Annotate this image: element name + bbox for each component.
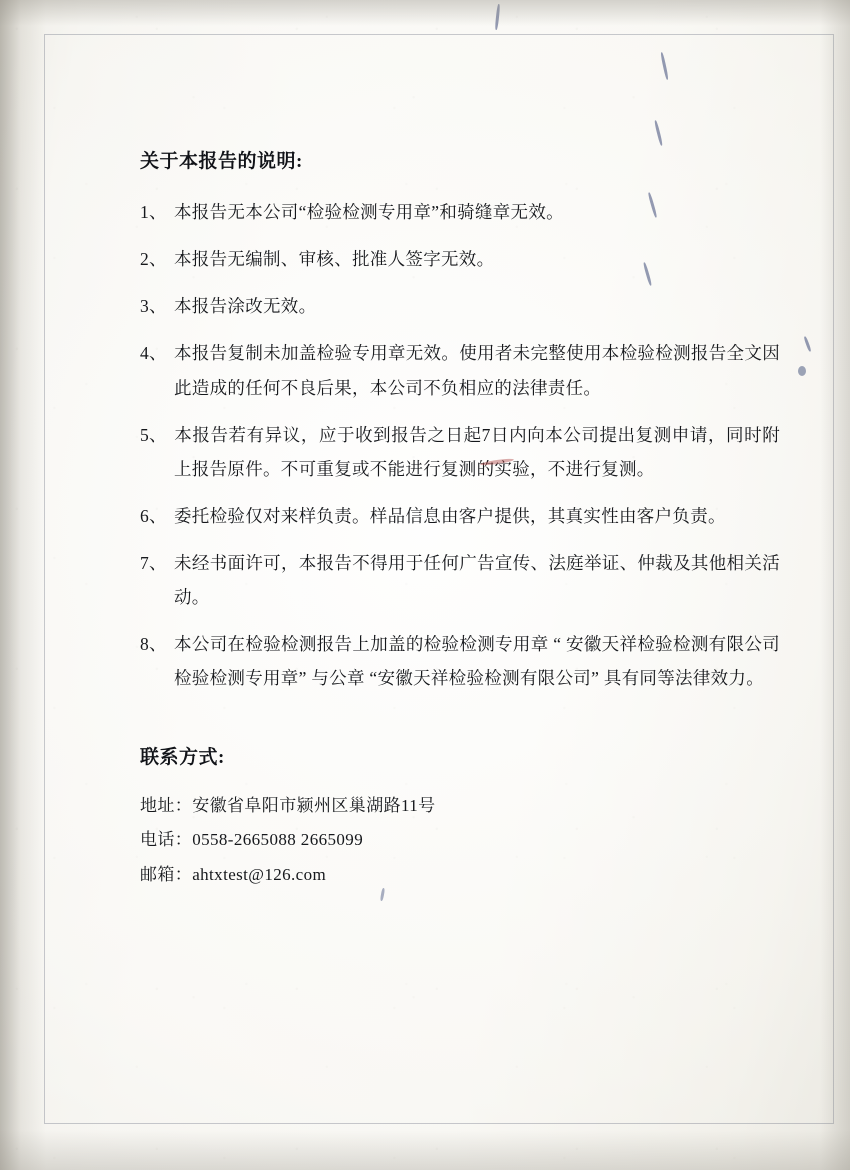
clause-text: 本报告涂改无效。	[174, 296, 317, 317]
clause-item	[140, 418, 780, 486]
clause-number: 8、	[140, 634, 167, 655]
document-content	[140, 146, 780, 893]
clause-number: 3、	[140, 296, 167, 317]
page-top-shadow	[0, 0, 850, 26]
contact-section-title: 联系方式:	[140, 746, 225, 768]
clause-item	[140, 627, 780, 695]
clause-item	[140, 499, 780, 533]
clause-text: 本报告复制未加盖检验专用章无效。使用者未完整使用本检验检测报告全文因此造成的任何不良后果，本公司不负相应的法律责任。	[174, 343, 780, 398]
clause-number: 6、	[140, 505, 167, 526]
clause-number: 4、	[140, 343, 167, 364]
clause-number: 1、	[140, 202, 167, 222]
clause-item	[140, 546, 780, 614]
page-right-shadow	[820, 0, 850, 1170]
clause-text: 本报告若有异议，应于收到报告之日起7日内向本公司提出复测申请，同时附上报告原件。不可重复或不能进行复测的实验，不进行复测。	[174, 424, 780, 479]
clause-text: 本报告无编制、审核、批准人签字无效。	[174, 249, 495, 270]
clause-number: 7、	[140, 553, 167, 573]
contact-email: 邮箱：ahtxtest@126.com	[140, 865, 327, 885]
page-title: 关于本报告的说明:	[140, 151, 303, 172]
clause-item	[140, 336, 780, 404]
clause-item	[140, 289, 780, 323]
page-left-shadow	[0, 0, 46, 1170]
clause-item	[140, 242, 780, 276]
pen-stroke-artifact-icon	[798, 366, 806, 376]
clause-list	[140, 195, 780, 696]
clause-text: 本公司在检验检测报告上加盖的检验检测专用章 “ 安徽天祥检验检测有限公司检验检测专用章” 与公章 “安徽天祥检验检测有限公司” 具有同等法律效力。	[174, 634, 780, 689]
clause-number: 5、	[140, 424, 167, 445]
clause-text: 未经书面许可，本报告不得用于任何广告宣传、法庭举证、仲裁及其他相关活动。	[174, 553, 780, 608]
clause-item	[140, 195, 780, 229]
page-bottom-shadow	[0, 1130, 850, 1170]
contact-phone: 电话：0558-2665088 2665099	[140, 830, 364, 850]
clause-text: 委托检验仅对来样负责。样品信息由客户提供，其真实性由客户负责。	[174, 505, 726, 526]
clause-text: 本报告无本公司“检验检测专用章”和骑缝章无效。	[174, 202, 564, 222]
clause-number: 2、	[140, 249, 167, 270]
contact-address: 地址：安徽省阜阳市颍州区巢湖路11号	[140, 795, 436, 815]
